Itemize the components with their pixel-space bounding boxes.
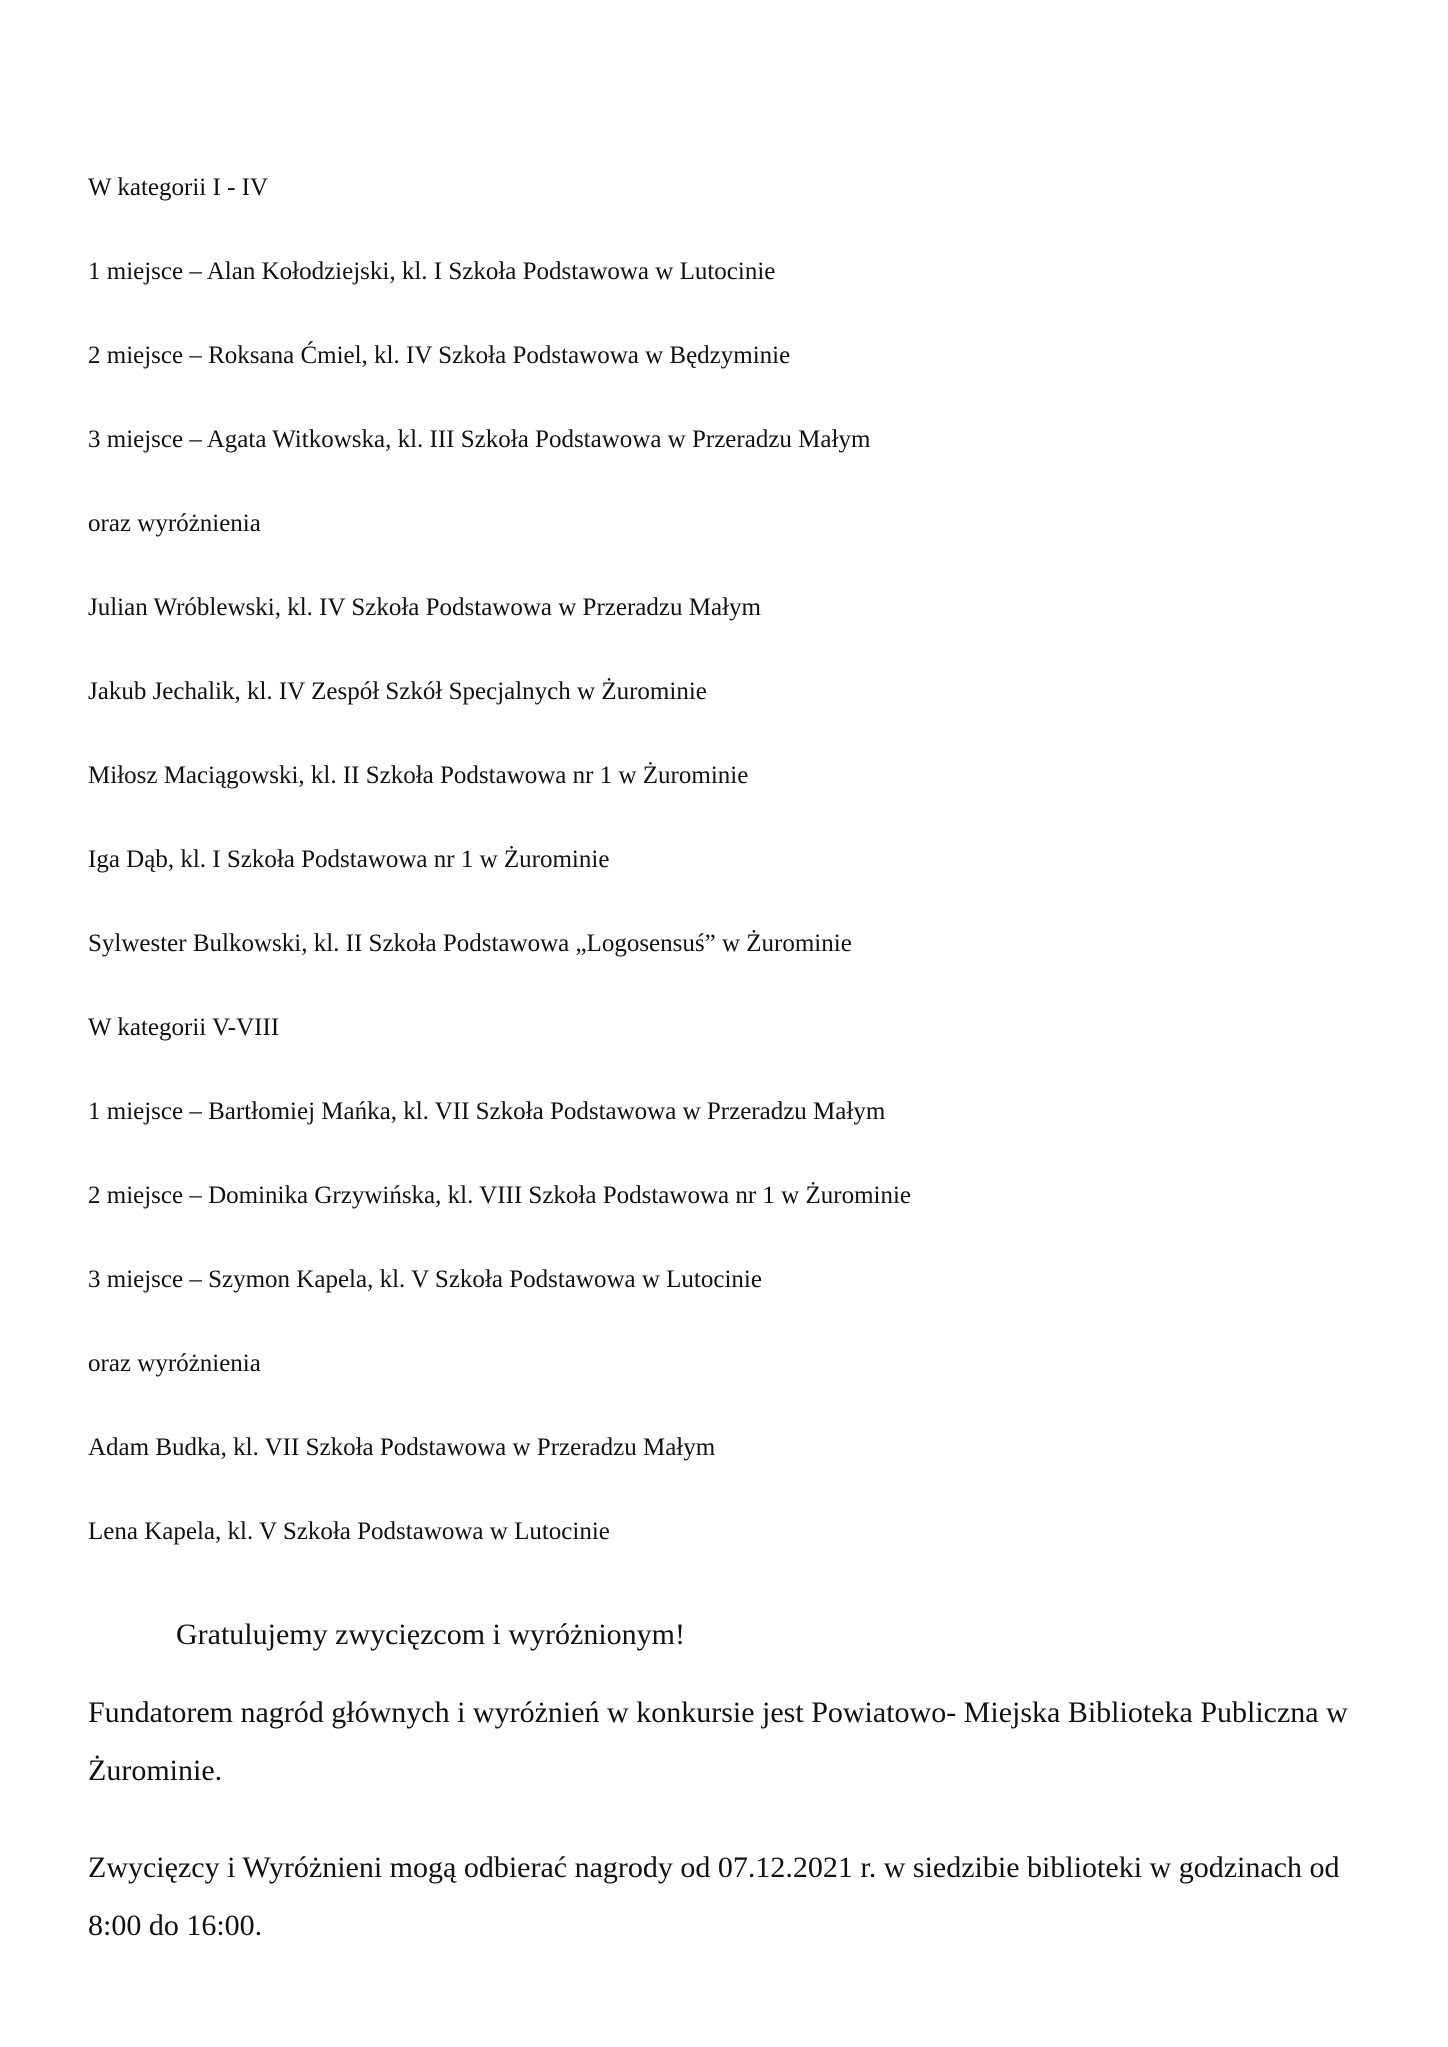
category-2-distinctions-label: oraz wyróżnienia — [88, 1350, 261, 1377]
category-1-distinction-1: Julian Wróblewski, kl. IV Szkoła Podstawowa w Przeradzu Małym — [88, 594, 761, 621]
category-2-distinction-2: Lena Kapela, kl. V Szkoła Podstawowa w Lutocinie — [88, 1518, 610, 1545]
category-1-distinctions-label: oraz wyróżnienia — [88, 510, 261, 537]
category-1-distinction-3: Miłosz Maciągowski, kl. II Szkoła Podstawowa nr 1 w Żurominie — [88, 762, 749, 789]
sponsor-paragraph: Fundatorem nagród głównych i wyróżnień w konkursie jest Powiatowo- Miejska Biblioteka Publiczna w Żurominie. — [88, 1696, 1348, 1787]
category-2-place-2: 2 miejsce – Dominika Grzywińska, kl. VIII Szkoła Podstawowa nr 1 w Żurominie — [88, 1182, 911, 1209]
category-2-place-3: 3 miejsce – Szymon Kapela, kl. V Szkoła Podstawowa w Lutocinie — [88, 1266, 762, 1293]
category-1-distinction-5: Sylwester Bulkowski, kl. II Szkoła Podstawowa „Logosensuś” w Żurominie — [88, 930, 852, 957]
prize-pickup-paragraph: Zwycięzcy i Wyróżnieni mogą odbierać nagrody od 07.12.2021 r. w siedzibie biblioteki w godzinach od 8:00 do 16:00. — [88, 1851, 1340, 1942]
category-2-place-1: 1 miejsce – Bartłomiej Mańka, kl. VII Szkoła Podstawowa w Przeradzu Małym — [88, 1098, 886, 1125]
category-1-place-1: 1 miejsce – Alan Kołodziejski, kl. I Szkoła Podstawowa w Lutocinie — [88, 258, 776, 285]
congratulations-text: Gratulujemy zwycięzcom i wyróżnionym! — [176, 1618, 686, 1651]
category-2-distinction-1: Adam Budka, kl. VII Szkoła Podstawowa w Przeradzu Małym — [88, 1434, 716, 1461]
category-2-heading: W kategorii V-VIII — [88, 1014, 280, 1041]
category-1-distinction-2: Jakub Jechalik, kl. IV Zespół Szkół Specjalnych w Żurominie — [88, 678, 707, 705]
category-1-place-3: 3 miejsce – Agata Witkowska, kl. III Szkoła Podstawowa w Przeradzu Małym — [88, 426, 871, 453]
category-1-heading: W kategorii I - IV — [88, 174, 269, 201]
category-1-place-2: 2 miejsce – Roksana Ćmiel, kl. IV Szkoła Podstawowa w Będzyminie — [88, 342, 791, 369]
category-1-distinction-4: Iga Dąb, kl. I Szkoła Podstawowa nr 1 w Żurominie — [88, 846, 610, 873]
